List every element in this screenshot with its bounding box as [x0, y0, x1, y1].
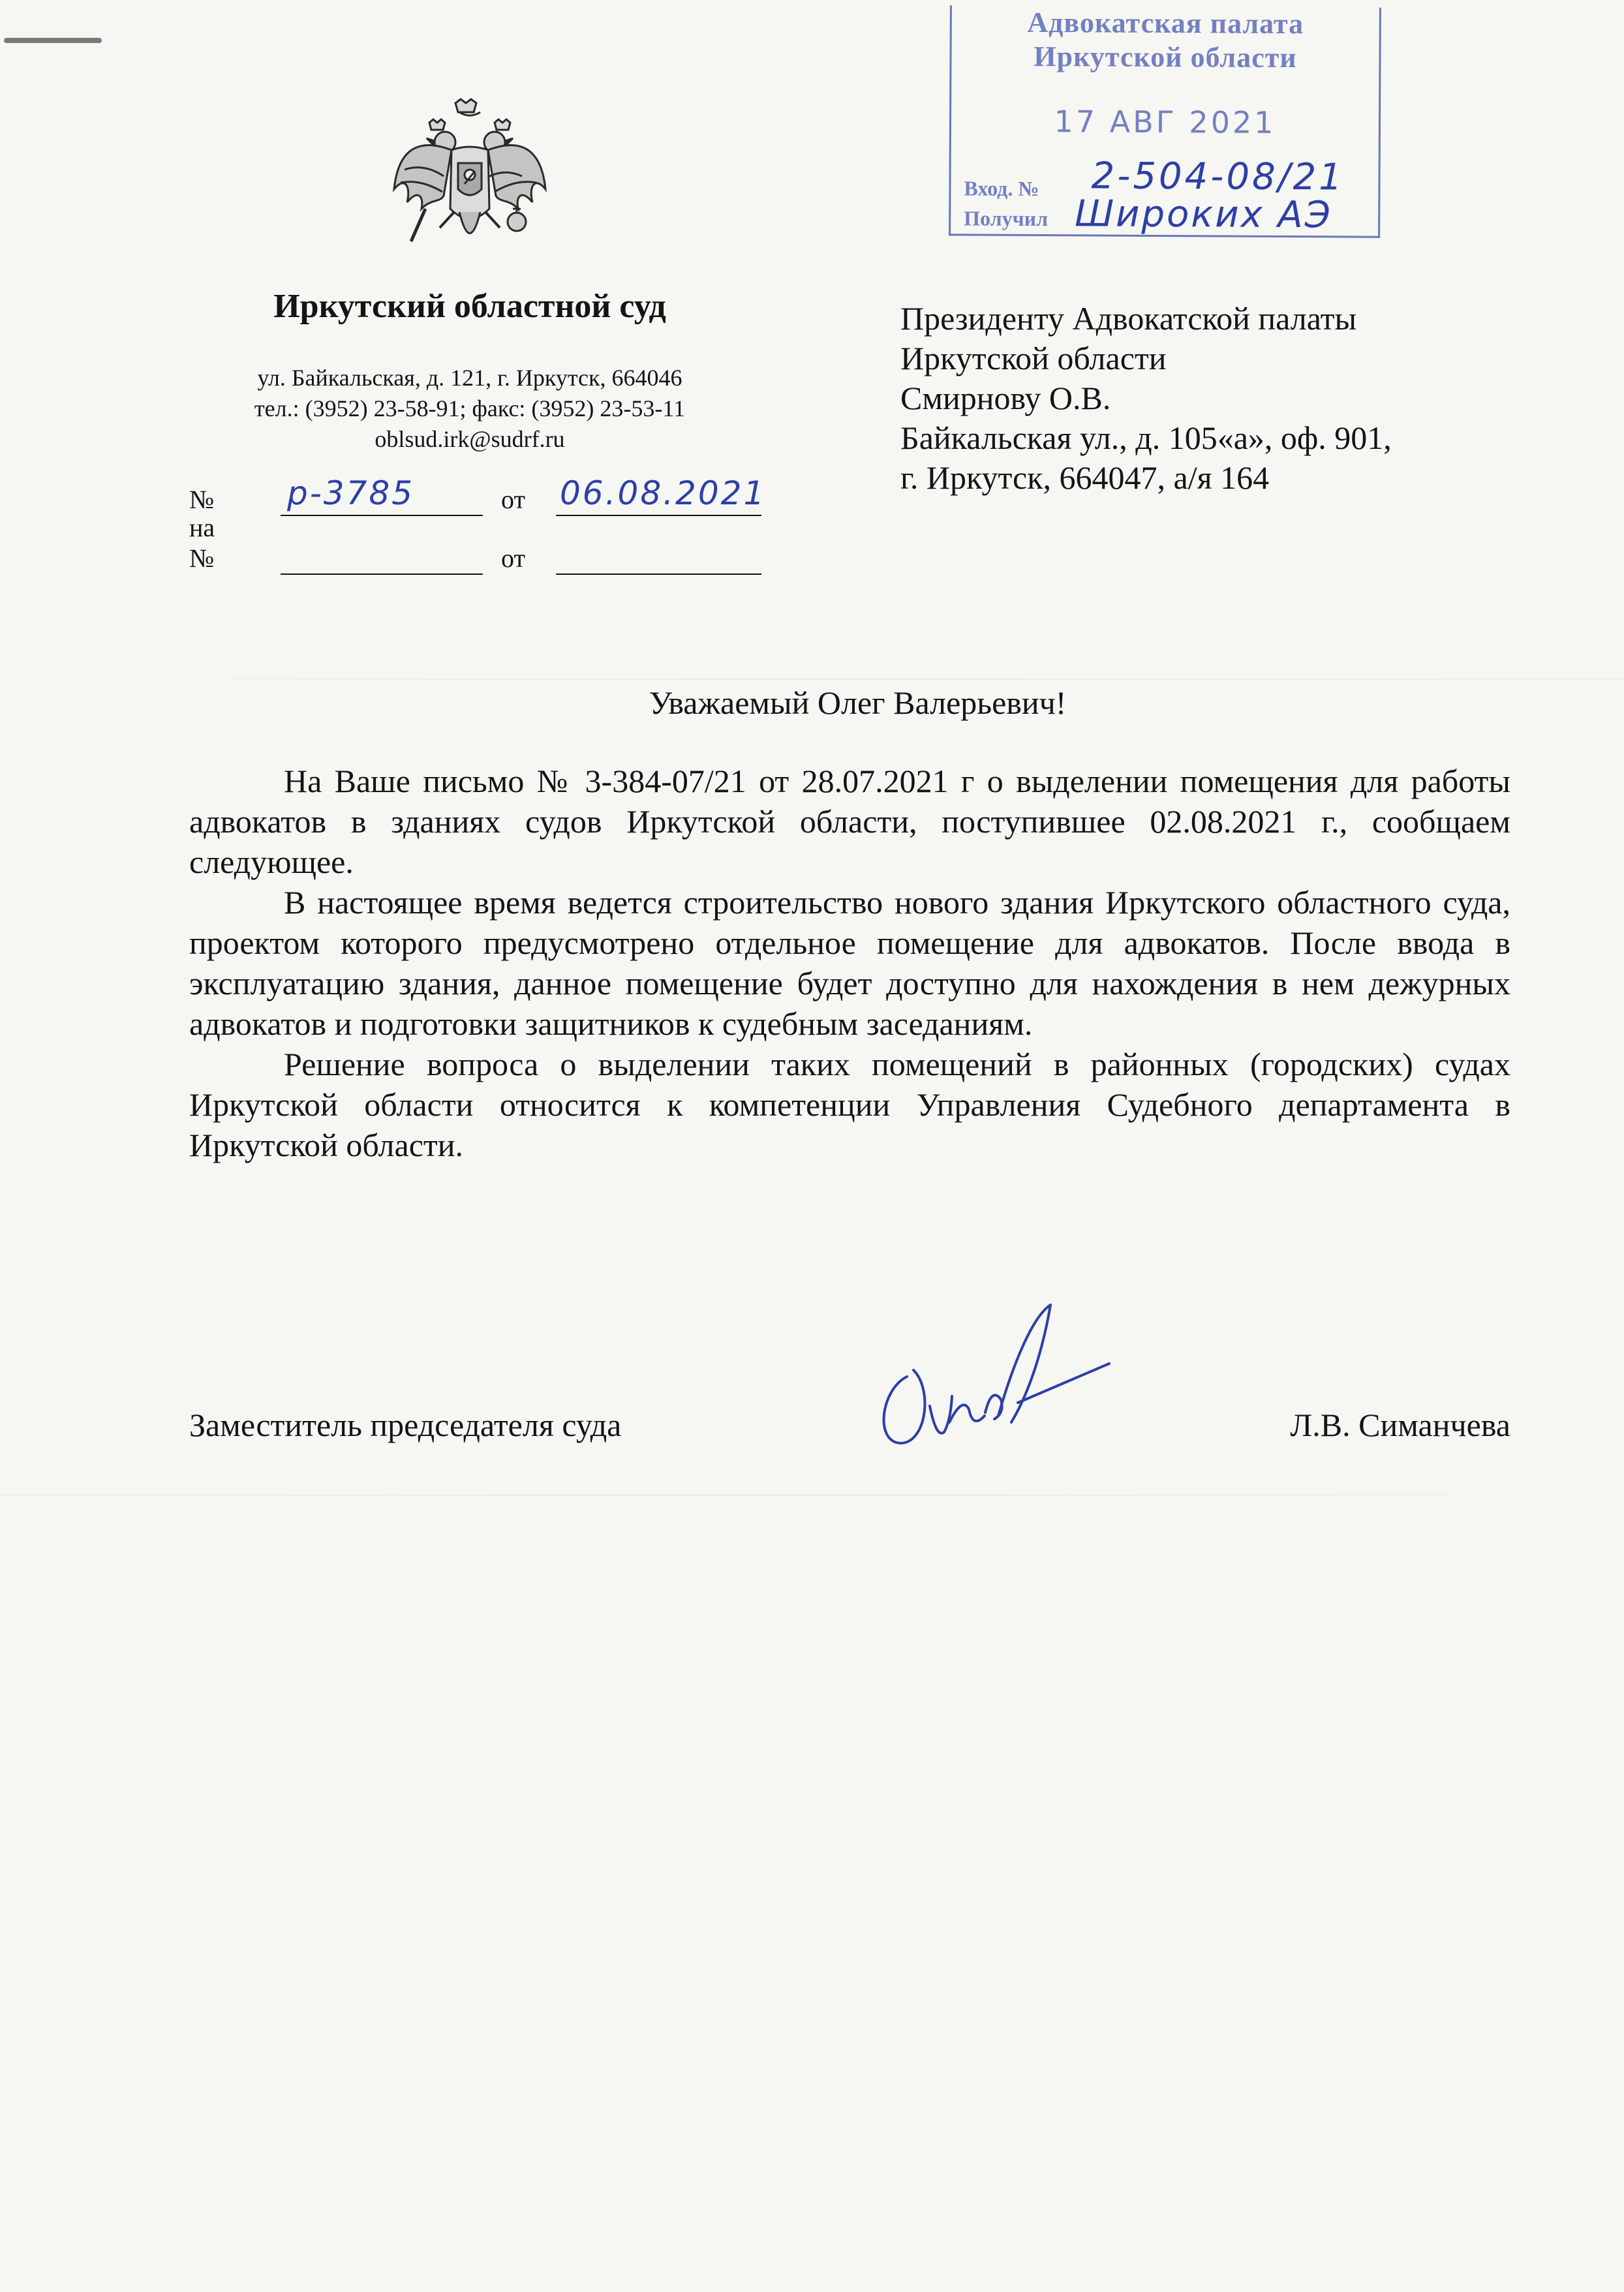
- letter-paragraph: Решение вопроса о выделении таких помещений в районных (городских) судах Иркутской области относится к компетенции Управления Судебного департамента в Иркутской области.: [189, 1046, 1510, 1163]
- outgoing-number-handwritten: р-3785: [287, 474, 415, 512]
- stamp-received-by: Широких АЭ: [1075, 192, 1333, 237]
- letter-body: [189, 761, 1510, 1165]
- signatory-name: Л.В. Симанчева: [1290, 1407, 1510, 1443]
- number-underline: [281, 515, 483, 516]
- addressee-block: [900, 299, 1592, 498]
- stamp-received-label: Получил: [964, 206, 1049, 231]
- salutation: Уважаемый Олег Валерьевич!: [649, 684, 1067, 721]
- addressee-line: Байкальская ул., д. 105«а», оф. 901,: [900, 420, 1392, 456]
- addressee-line: г. Иркутск, 664047, а/я 164: [900, 459, 1270, 496]
- date-underline: [556, 515, 761, 516]
- stamp-org-line: Иркутской области: [1034, 40, 1297, 74]
- addressee-line: Президенту Адвокатской палаты: [900, 300, 1357, 337]
- signatory-position: Заместитель председателя суда: [189, 1407, 622, 1443]
- scan-fold-line: [0, 1494, 1624, 1496]
- number-label: №: [189, 485, 215, 514]
- court-email: oblsud.irk@sudrf.ru: [375, 426, 565, 452]
- letter-paragraph: В настоящее время ведется строительство нового здания Иркутского областного суда, проектом которого предусмотрено отдельное помещение для адвокатов. После ввода в эксплуатацию здания, данное помещение будет доступно для нахождения в нем дежурных адвокатов и подготовки защитников к судебным заседаниям.: [189, 884, 1510, 1042]
- stamp-incoming-number: 2-504-08/21: [1091, 155, 1345, 199]
- from-label: от: [501, 485, 525, 514]
- staple-mark: [4, 38, 102, 43]
- court-contacts: [189, 363, 750, 455]
- stamp-incoming-label: Вход. №: [964, 176, 1039, 200]
- reply-from-label: от: [501, 543, 525, 573]
- reply-number-underline: [281, 573, 483, 575]
- stamp-org-line: Адвокатская палата: [1027, 6, 1304, 40]
- incoming-stamp: [949, 5, 1381, 237]
- addressee-line: Смирнову О.В.: [900, 380, 1111, 416]
- court-address: ул. Байкальская, д. 121, г. Иркутск, 664046: [257, 365, 682, 391]
- handwritten-signature-icon: [868, 1292, 1116, 1461]
- court-phone: тел.: (3952) 23-58-91; факс: (3952) 23-53-11: [254, 395, 686, 421]
- reply-number-label: на №: [189, 513, 215, 573]
- court-name: Иркутский областной суд: [273, 288, 666, 325]
- russian-coat-of-arms-icon: [391, 98, 548, 258]
- scan-fold-line: [0, 679, 1624, 680]
- outgoing-date-handwritten: 06.08.2021: [560, 474, 767, 512]
- stamp-date: 17 АВГ 2021: [1054, 104, 1276, 140]
- stamp-organization: [951, 5, 1379, 75]
- addressee-line: Иркутской области: [900, 340, 1167, 376]
- reply-date-underline: [556, 573, 761, 575]
- letter-paragraph: На Ваше письмо № 3-384-07/21 от 28.07.2021 г о выделении помещения для работы адвокатов в зданиях судов Иркутской области, поступившее 02.08.2021 г., сообщаем следующее.: [189, 763, 1510, 880]
